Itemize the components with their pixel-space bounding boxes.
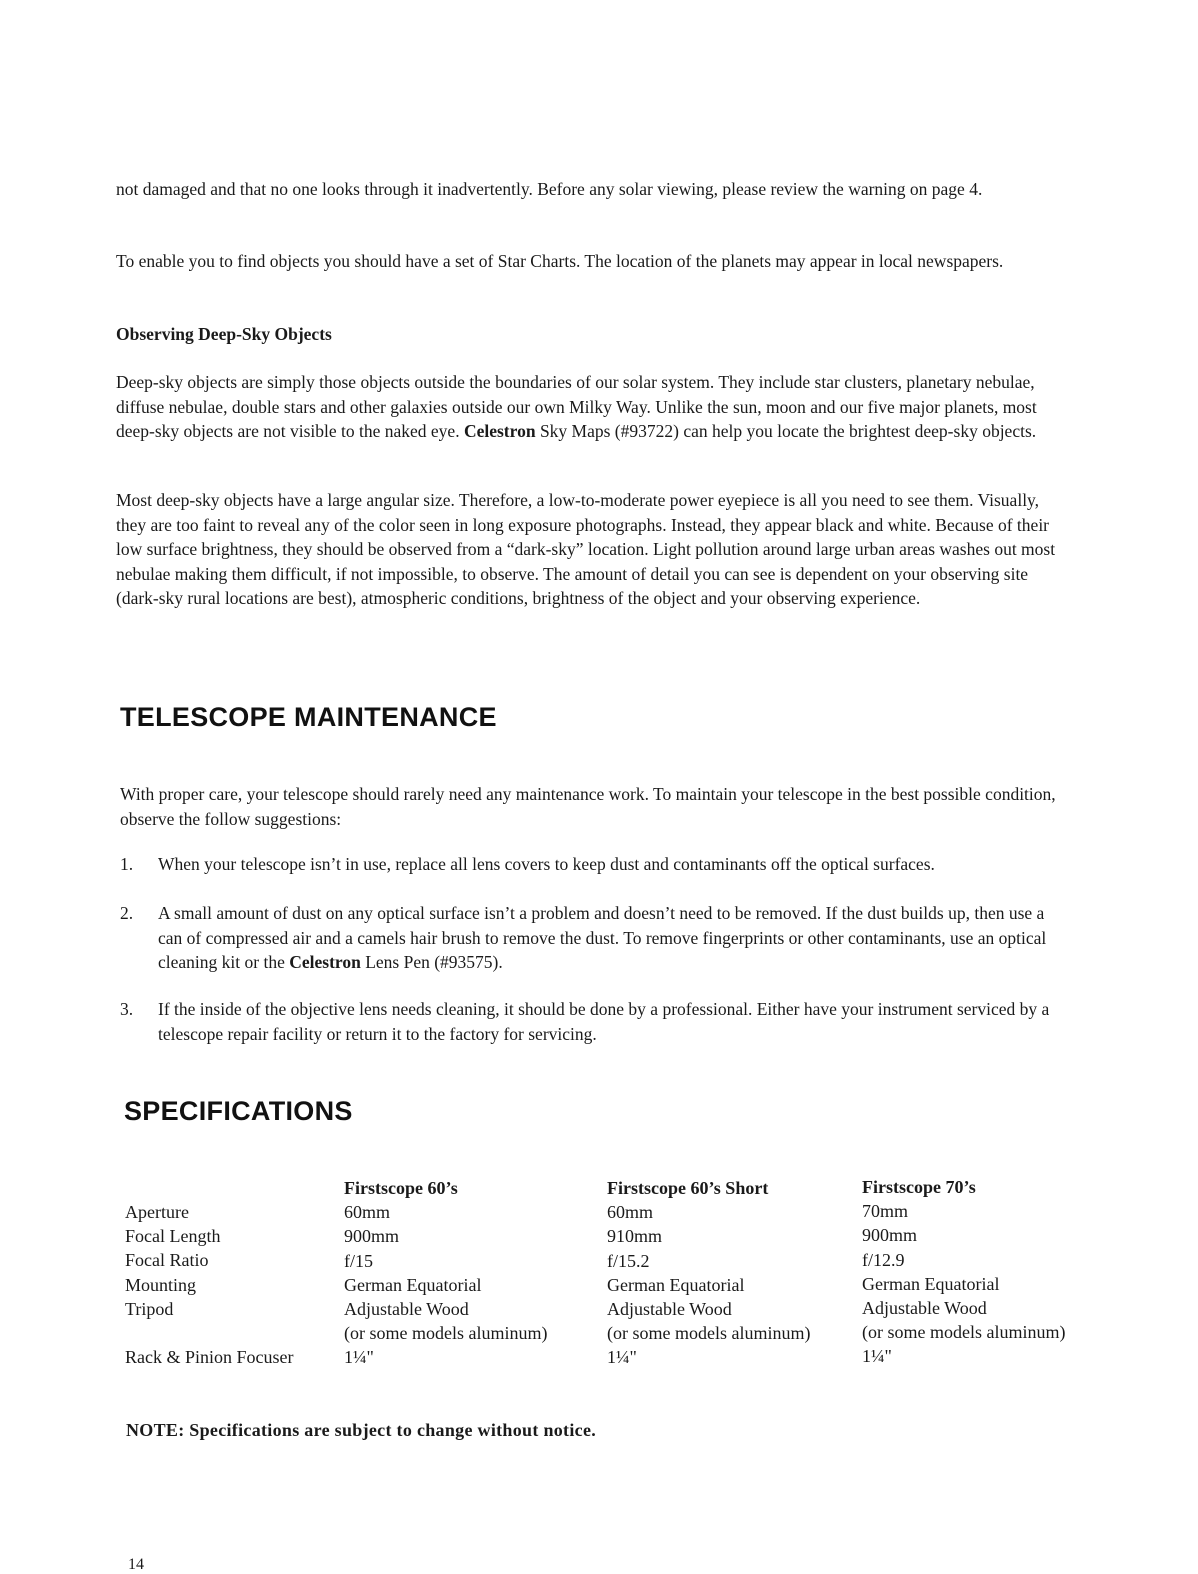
spec-label: Focal Ratio <box>125 1250 209 1271</box>
spec-value: German Equatorial <box>862 1273 1000 1294</box>
celestron-brand: Celestron <box>463 421 536 441</box>
list-number: 2. <box>120 903 134 923</box>
spec-label: Focal Length <box>125 1226 221 1247</box>
spec-label: Mounting <box>125 1274 197 1295</box>
spec-labels-column <box>125 1200 294 1369</box>
list-text: When your telescope isn’t in use, replace all lens covers to keep dust and contaminants off the optical surfaces. <box>158 854 935 874</box>
list-text-start: A small amount of dust on any optical surface isn’t a problem and doesn’t need to be removed. If the dust builds up, then use a can of compressed air and a camels hair brush to remove the dust. To remove fingerprints or other contaminants, use an optical cleaning kit or the <box>158 903 1047 972</box>
list-number: 1. <box>120 854 134 874</box>
maintenance-intro: With proper care, your telescope should rarely need any maintenance work. To maintain your telescope in the best possible condition, observe the follow suggestions: <box>120 784 1056 829</box>
spec-value: 900mm <box>862 1225 918 1246</box>
list-text-end: Lens Pen (#93575). <box>360 952 503 972</box>
spec-value: f/12.9 <box>862 1249 905 1270</box>
maintenance-title: TELESCOPE MAINTENANCE <box>120 702 497 732</box>
spec-value: Adjustable Wood <box>344 1299 469 1320</box>
spec-value: 60mm <box>344 1202 391 1223</box>
spec-label: Rack & Pinion Focuser <box>125 1347 294 1368</box>
spec-value: (or some models aluminum) <box>344 1323 548 1344</box>
spec-value: German Equatorial <box>607 1274 745 1295</box>
specifications-note: NOTE: Specifications are subject to change without notice. <box>126 1420 597 1440</box>
spec-value: 910mm <box>607 1226 663 1247</box>
spec-label: Tripod <box>125 1298 174 1319</box>
celestron-brand: Celestron <box>289 952 361 972</box>
spec-column-firstscope-70 <box>862 1175 1065 1369</box>
spec-value: 60mm <box>607 1202 654 1223</box>
spec-value: 1¼" <box>344 1347 374 1368</box>
deep-sky-heading: Observing Deep-Sky Objects <box>116 324 332 344</box>
list-number: 3. <box>120 999 134 1019</box>
star-charts-paragraph: To enable you to find objects you should have a set of Star Charts. The location of the planets may appear in local newspapers. <box>116 251 1004 271</box>
spec-value: 1¼" <box>862 1346 892 1367</box>
spec-column-firstscope-60 <box>344 1176 547 1370</box>
spec-value: (or some models aluminum) <box>607 1323 811 1344</box>
deep-sky-paragraph-2: Most deep-sky objects have a large angular size. Therefore, a low-to-moderate power eyepiece is all you need to see them. Visually, they are too faint to reveal any of the color seen in long exposure photographs. Instead, they appear black and white. Because of their low surface brightness, they should be observed from a “dark-sky” location. Light pollution around large urban areas washes out most nebulae making them difficult, if not impossible, to observe. The amount of detail you can see is dependent on your observing site (dark-sky rural locations are best), atmospheric conditions, brightness of the object and your observing experience. <box>116 490 1056 608</box>
spec-value: German Equatorial <box>344 1274 482 1295</box>
spec-label <box>125 1321 294 1345</box>
spec-label: Aperture <box>125 1202 189 1222</box>
list-text <box>158 901 1068 975</box>
spec-value: Adjustable Wood <box>607 1299 732 1320</box>
spec-value: 900mm <box>344 1226 400 1247</box>
deep-sky-paragraph-1-start: Deep-sky objects are simply those objects outside the boundaries of our solar system. They include star clusters, planetary nebulae, diffuse nebulae, double stars and other galaxies outside our own Milky Way. Unlike the sun, moon and our five major planets, most deep-sky objects are not visible to the naked eye. <box>116 372 1037 441</box>
continuation-paragraph: not damaged and that no one looks through it inadvertently. Before any solar viewing, please review the warning on page 4. <box>116 179 983 199</box>
page-number: 14 <box>128 1556 144 1573</box>
deep-sky-paragraph-1 <box>116 370 1066 444</box>
spec-value: (or some models aluminum) <box>862 1322 1066 1343</box>
spec-value: Adjustable Wood <box>862 1298 987 1319</box>
specifications-title: SPECIFICATIONS <box>124 1096 353 1126</box>
spec-column-header: Firstscope 60’s <box>344 1178 458 1198</box>
list-text: If the inside of the objective lens needs cleaning, it should be done by a professional. Either have your instrument serviced by a telescope repair facility or return it to the factory for servicing. <box>158 999 1050 1044</box>
spec-value: 70mm <box>862 1201 909 1222</box>
deep-sky-paragraph-1-end: Sky Maps (#93722) can help you locate the brightest deep-sky objects. <box>535 421 1037 441</box>
spec-column-firstscope-60-short <box>607 1176 810 1370</box>
spec-column-header: Firstscope 70’s <box>862 1177 976 1197</box>
spec-value: f/15 <box>344 1250 373 1271</box>
spec-value: 1¼" <box>607 1347 637 1368</box>
spec-column-header: Firstscope 60’s Short <box>607 1178 769 1198</box>
spec-value: f/15.2 <box>607 1250 650 1271</box>
